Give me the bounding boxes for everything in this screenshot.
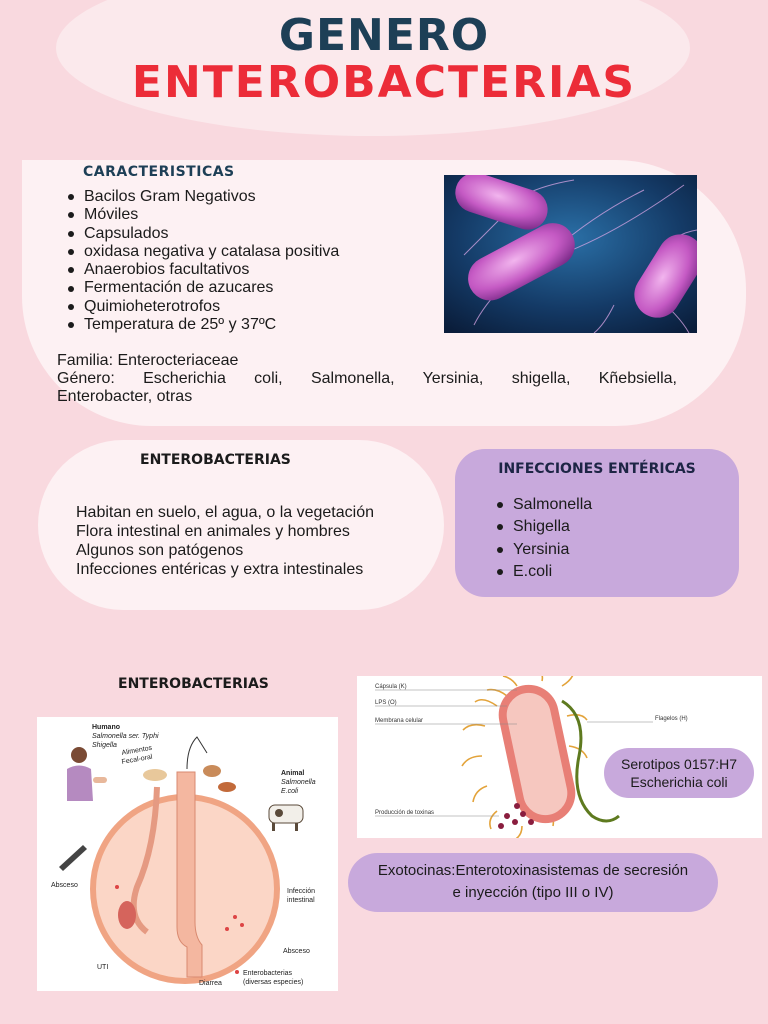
- list-item: Temperatura de 25º y 37ºC: [68, 316, 339, 334]
- list-item: Salmonella: [497, 494, 592, 516]
- diagram-label-uti: UTI: [97, 964, 109, 971]
- diagram-label-absceso-right: Absceso: [283, 948, 310, 955]
- list-item: Bacilos Gram Negativos: [68, 188, 339, 206]
- infecciones-list: [497, 494, 592, 583]
- structure-label-membrana: Membrana celular: [375, 718, 424, 724]
- list-item: Flora intestinal en animales y hombres: [76, 523, 350, 540]
- familia-text: Familia: Enterocteriaceae: [57, 352, 239, 369]
- characteristics-list: [68, 188, 339, 334]
- characteristics-title: CARACTERISTICAS: [83, 164, 235, 180]
- list-item: Habitan en suelo, el agua, o la vegetación: [76, 504, 374, 521]
- enterobacterias-title: ENTEROBACTERIAS: [140, 452, 291, 468]
- diagram-label-animal-l2: E.coli: [281, 788, 299, 795]
- list-item: Capsulados: [68, 225, 339, 243]
- list-item: Algunos son patógenos: [76, 542, 244, 559]
- diagram-label-animal-l1: Salmonella: [281, 779, 316, 786]
- exotoxinas-line2: e inyección (tipo III o IV): [452, 884, 614, 901]
- section4-title: ENTEROBACTERIAS: [118, 676, 269, 692]
- bacteria-image: [444, 175, 697, 333]
- diagram-label-fecal-oral: Fecal-oral: [121, 753, 153, 766]
- serotipos-line1: Serotipos 0157:H7: [621, 756, 737, 772]
- kidney-icon: [118, 901, 136, 929]
- list-item: Fermentación de azucares: [68, 279, 339, 297]
- list-item: Quimioheterotrofos: [68, 298, 339, 316]
- structure-label-capsula: Cápsula (K): [375, 684, 407, 690]
- diagram-label-humano-l2: Shigella: [92, 742, 117, 749]
- diagram-label-entero-l1: Enterobacterias: [243, 970, 293, 977]
- title-line2: ENTEROBACTERIAS: [131, 57, 637, 108]
- structure-label-lps: LPS (O): [375, 700, 397, 706]
- exotoxinas-line1: Exotocinas:Enterotoxinasistemas de secresión: [377, 862, 689, 879]
- diagram-label-animal: Animal: [281, 770, 305, 777]
- diagram-label-diarrea: Diarrea: [199, 980, 222, 987]
- diagram-label-infeccion-l1: Infección: [287, 888, 316, 895]
- list-item: Shigella: [497, 516, 592, 538]
- diagram-label-entero-l2: (diversas especies): [243, 979, 304, 986]
- list-item: oxidasa negativa y catalasa positiva: [68, 243, 339, 261]
- enterobacterias-list: [76, 503, 374, 579]
- genero-text-line1: Género: Escherichia coli, Salmonella, Yersinia, shigella, Kñebsiella,: [57, 370, 677, 387]
- serotipos-pill: [604, 748, 754, 798]
- list-item: Yersinia: [497, 539, 592, 561]
- transmission-diagram: [37, 717, 338, 991]
- list-item: Anaerobios facultativos: [68, 261, 339, 279]
- title-line1: GENERO: [278, 10, 490, 61]
- diagram-label-absceso-left: Absceso: [51, 882, 78, 889]
- diagram-label-alimentos: Alimentos: [121, 744, 153, 757]
- infecciones-title: INFECCIONES ENTÉRICAS: [498, 461, 696, 477]
- exotoxinas-pill: [348, 853, 718, 912]
- list-item: Móviles: [68, 206, 339, 224]
- diagram-label-humano: Humano: [92, 724, 120, 731]
- serotipos-line2: Escherichia coli: [630, 774, 728, 790]
- family-genus-text: [57, 352, 677, 406]
- structure-label-toxinas: Producción de toxinas: [375, 810, 435, 816]
- list-item: Infecciones entéricas y extra intestinales: [76, 561, 364, 578]
- diagram-label-humano-l1: Salmonella ser. Typhi: [92, 733, 159, 740]
- diagram-label-infeccion-l2: intestinal: [287, 897, 315, 904]
- list-item: E.coli: [497, 561, 592, 583]
- genero-text-line2: Enterobacter, otras: [57, 388, 193, 405]
- structure-label-flagelos: Flagelos (H): [655, 716, 688, 722]
